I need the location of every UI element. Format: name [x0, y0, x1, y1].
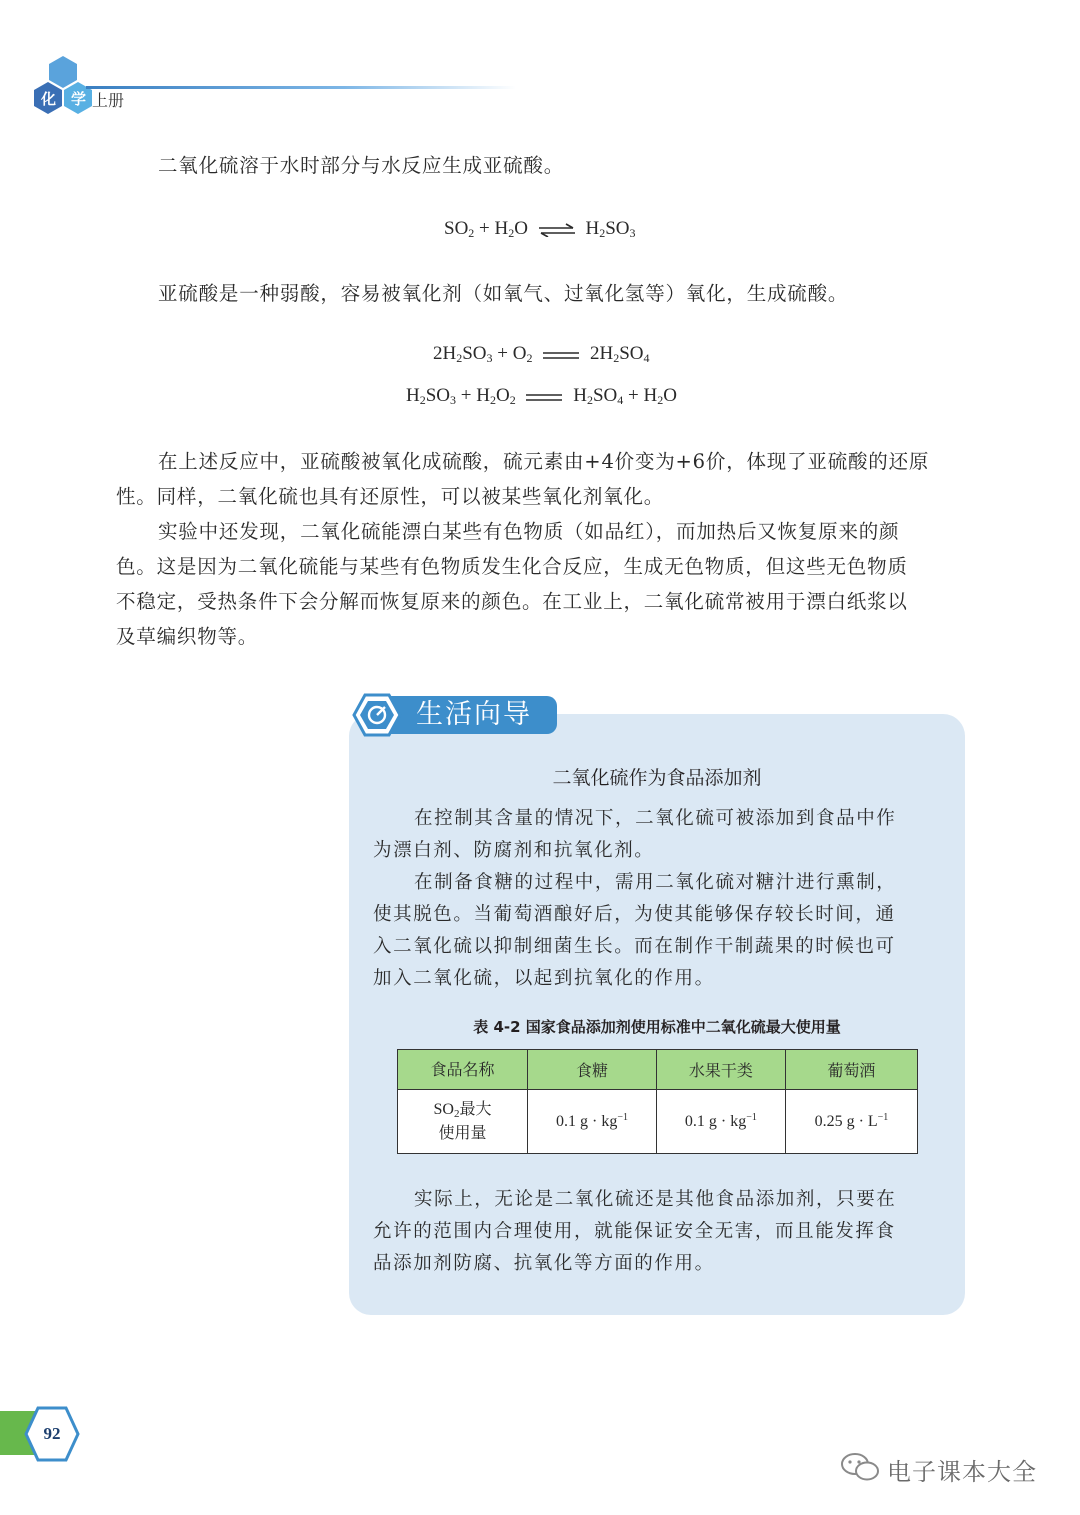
- eq3-term-a: $H_2SO_3$: [406, 385, 457, 407]
- watermark-text: 电子课本大全: [887, 1458, 1037, 1486]
- panel-paragraph-3-line-3: 品添加剂防腐、抗氧化等方面的作用。: [373, 1253, 715, 1274]
- table-header-cell: 水果干类: [656, 1050, 785, 1090]
- panel-paragraph-3-line-2: 允许的范围内合理使用，就能保证安全无害，而且能发挥食: [373, 1221, 896, 1242]
- panel-paragraph-2-line-3: 入二氧化硫以抑制细菌生长。而在制作干制蔬果的时候也可: [373, 936, 896, 957]
- eq1-product: $H_2SO_3$: [585, 218, 636, 240]
- table-header-cell: 食糖: [528, 1050, 657, 1090]
- row-label-text: 最大: [459, 1100, 492, 1118]
- eq2-product: $2H_2SO_4$: [589, 343, 650, 365]
- equation-so2-water: [444, 218, 636, 241]
- eq3-plus-1: +: [456, 385, 477, 406]
- table-header-row: [398, 1050, 918, 1090]
- volume-label: 上册: [92, 91, 125, 110]
- equals-sign-icon: [524, 390, 564, 404]
- table-cell-wine: 0.25 $g \cdot L^{-1}$: [785, 1090, 917, 1154]
- life-guide-badge: [352, 692, 557, 736]
- logo-char-xue: 学: [71, 90, 87, 108]
- table-caption: 表 4-2 国家食品添加剂使用标准中二氧化硫最大使用量: [473, 1018, 841, 1036]
- row-label-formula: SO: [433, 1100, 454, 1118]
- eq3-product-2: $H_2O$: [643, 385, 677, 407]
- panel-paragraph-2-line-4: 加入二氧化硫，以起到抗氧化的作用。: [373, 968, 715, 989]
- panel-paragraph-2-line-2: 使其脱色。当葡萄酒酿好后，为使其能够保存较长时间，通: [373, 904, 896, 925]
- table-row-label: [398, 1090, 528, 1154]
- table-cell-dried-fruit: 0.1 $g \cdot kg^{-1}$: [656, 1090, 785, 1154]
- panel-paragraph-1-line-2: 为漂白剂、防腐剂和抗氧化剂。: [373, 840, 655, 861]
- header-rule: [86, 86, 516, 89]
- body-paragraph-4-line-3: 不稳定，受热条件下会分解而恢复原来的颜色。在工业上，二氧化硫常被用于漂白纸浆以: [116, 590, 908, 613]
- eq3-term-b: $H_2O_2$: [476, 385, 516, 407]
- table-header-cell: 食品名称: [398, 1050, 528, 1090]
- eq1-plus: +: [474, 218, 495, 239]
- page-number: 92: [43, 1424, 61, 1443]
- panel-paragraph-3-line-1: 实际上，无论是二氧化硫还是其他食品添加剂，只要在: [414, 1189, 897, 1210]
- body-paragraph-2: 亚硫酸是一种弱酸，容易被氧化剂（如氧气、过氧化氢等）氧化，生成硫酸。: [158, 282, 849, 305]
- eq2-plus: +: [492, 343, 513, 364]
- panel-paragraph-2-line-1: 在制备食糖的过程中，需用二氧化硫对糖汁进行熏制，: [414, 872, 897, 893]
- row-label-text-line-2: 使用量: [438, 1124, 487, 1142]
- body-paragraph-4-line-1: 实验中还发现，二氧化硫能漂白某些有色物质（如品红），而加热后又恢复原来的颜: [158, 520, 900, 543]
- equals-sign-icon: [541, 348, 581, 362]
- logo-char-hua: 化: [41, 90, 57, 108]
- badge-title: 生活向导: [416, 699, 532, 730]
- row-label-subscript: 2: [453, 1107, 460, 1120]
- so2-usage-table: [397, 1049, 918, 1154]
- panel-paragraph-1-line-1: 在控制其含量的情况下，二氧化硫可被添加到食品中作: [414, 808, 897, 829]
- equation-sulfurous-oxygen: [433, 343, 650, 366]
- body-paragraph-4-line-2: 色。这是因为二氧化硫能与某些有色物质发生化合反应，生成无色物质，但这些无色物质: [116, 555, 908, 578]
- equation-sulfurous-peroxide: [406, 385, 677, 408]
- compass-hex-icon: [352, 692, 402, 738]
- wechat-icon: [840, 1451, 880, 1483]
- eq3-plus-2: +: [623, 385, 644, 406]
- body-paragraph-3-line-2: 性。同样，二氧化硫也具有还原性，可以被某些氧化剂氧化。: [116, 485, 665, 508]
- table-row: [398, 1090, 918, 1154]
- eq2-term-b: $O_2$: [512, 343, 533, 365]
- table-header-cell: 葡萄酒: [785, 1050, 917, 1090]
- table-cell-sugar: 0.1 $g \cdot kg^{-1}$: [528, 1090, 657, 1154]
- body-paragraph-4-line-4: 及草编织物等。: [116, 625, 259, 648]
- reversible-arrow-icon: [537, 223, 577, 237]
- panel-heading: 二氧化硫作为食品添加剂: [552, 767, 762, 789]
- body-paragraph-1: 二氧化硫溶于水时部分与水反应生成亚硫酸。: [158, 154, 565, 177]
- page-header: [0, 0, 1080, 130]
- eq3-product-1: $H_2SO_4$: [573, 385, 624, 407]
- body-paragraph-3-line-1: 在上述反应中，亚硫酸被氧化成硫酸，硫元素由+4价变为+6价，体现了亚硫酸的还原: [158, 450, 930, 473]
- eq1-term-a: $SO_2$: [444, 218, 475, 240]
- eq1-term-b: $H_2O$: [494, 218, 528, 240]
- eq2-term-a: $2H_2SO_3$: [433, 343, 493, 365]
